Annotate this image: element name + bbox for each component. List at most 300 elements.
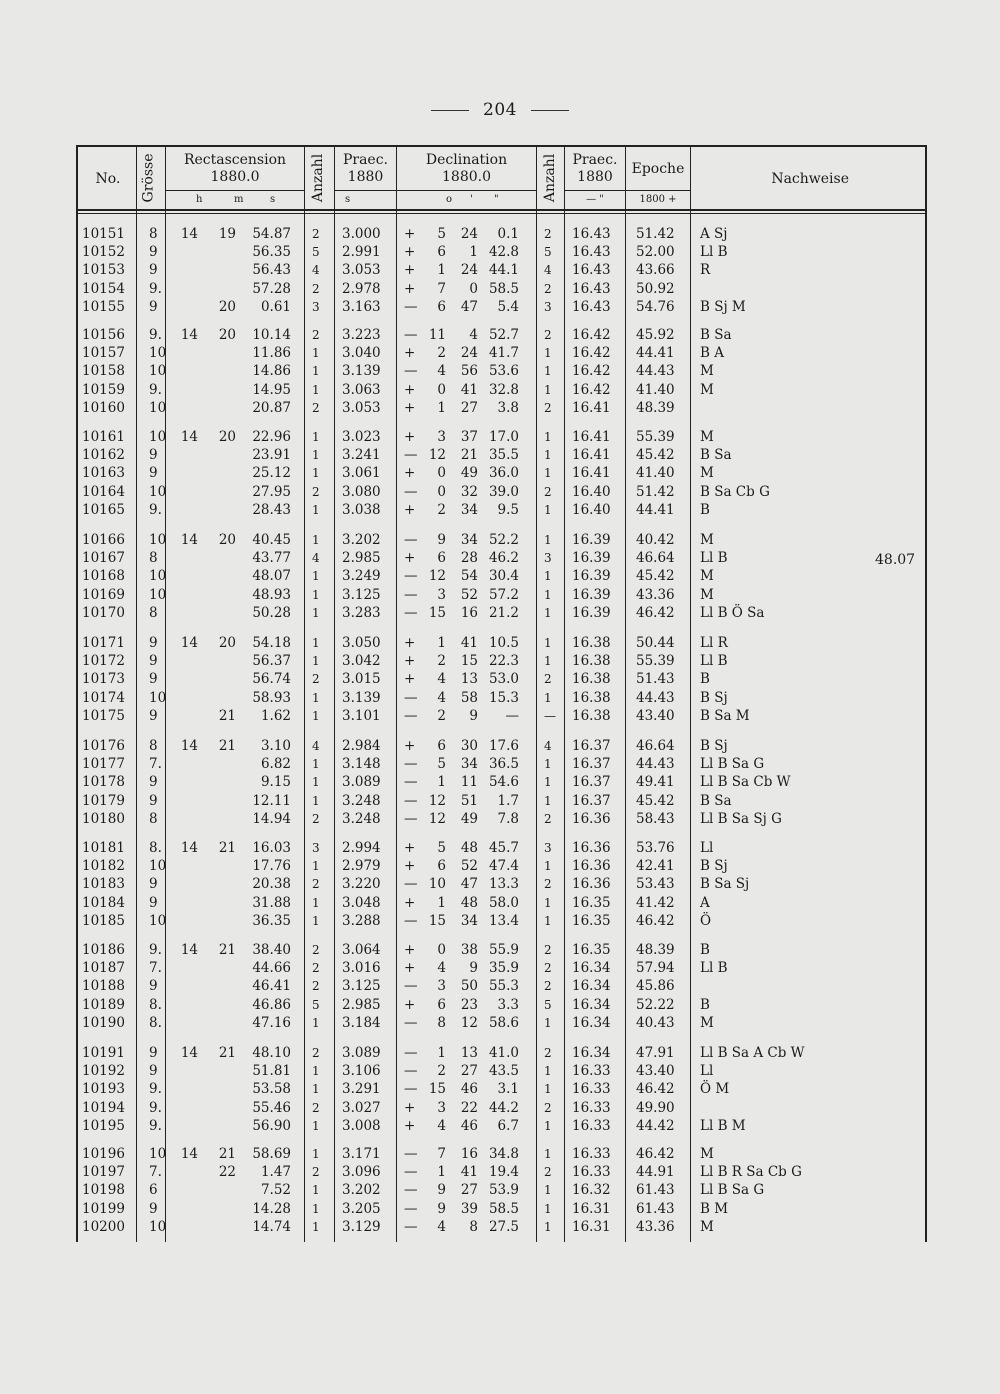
cell-epoch: 57.94: [636, 960, 675, 977]
cell-count-decl: 1: [544, 895, 552, 910]
cell-decl-minutes: 8: [469, 1218, 478, 1235]
cell-decl-degrees: 4: [437, 671, 446, 688]
cell-ra-seconds: 22.96: [252, 429, 291, 445]
cell-star-number: 10199: [82, 1200, 125, 1217]
cell-star-number: 10168: [82, 568, 125, 585]
cell-ra-minutes: 21: [218, 840, 236, 856]
cell-references: B Sa Cb G: [700, 483, 770, 500]
cell-count-decl: 4: [544, 739, 552, 753]
cell-magnitude: 8: [149, 810, 158, 827]
cell-count-ra: 1: [312, 346, 320, 361]
cell-precession-ra: 3.096: [342, 1164, 381, 1181]
cell-decl-degrees: 8: [437, 1014, 446, 1031]
cell-star-number: 10185: [82, 912, 125, 929]
cell-precession-ra: 3.023: [342, 429, 381, 445]
cell-decl-sign: —: [404, 689, 418, 706]
cell-precession-ra: 3.053: [342, 399, 381, 416]
cell-count-decl: 1: [544, 636, 552, 650]
cell-precession-decl: 16.43: [572, 226, 611, 242]
cell-epoch: 41.42: [636, 894, 675, 911]
cell-decl-degrees: 3: [437, 429, 446, 445]
cell-precession-decl: 16.43: [572, 262, 611, 279]
cell-references: Ll B M: [700, 1117, 746, 1134]
cell-ra-seconds: 14.74: [252, 1218, 291, 1235]
cell-ra-minutes: 20: [218, 635, 236, 651]
cell-star-number: 10180: [82, 810, 125, 827]
cell-ra-minutes: 20: [218, 532, 236, 548]
cell-magnitude: 8.: [149, 1014, 162, 1031]
cell-precession-ra: 3.184: [342, 1014, 381, 1031]
cell-decl-degrees: 2: [437, 345, 446, 362]
cell-decl-degrees: 1: [437, 635, 446, 651]
cell-decl-sign: —: [404, 756, 418, 773]
cell-precession-decl: 16.35: [572, 942, 611, 958]
cell-star-number: 10174: [82, 689, 125, 706]
cell-decl-minutes: 32: [460, 483, 478, 500]
cell-decl-seconds: 53.0: [488, 671, 519, 688]
cell-decl-seconds: 41.7: [488, 345, 519, 362]
cell-count-ra: 1: [312, 757, 320, 772]
cell-star-number: 10152: [82, 244, 125, 261]
cell-precession-decl: 16.42: [572, 327, 611, 343]
cell-decl-sign: —: [404, 586, 418, 603]
cell-precession-ra: 3.248: [342, 792, 381, 809]
cell-precession-decl: 16.39: [572, 604, 611, 621]
cell-epoch: 46.64: [636, 738, 675, 754]
cell-decl-sign: —: [404, 363, 418, 380]
cell-precession-ra: 3.038: [342, 501, 381, 518]
cell-decl-minutes: 30: [460, 738, 478, 754]
cell-decl-sign: —: [404, 1045, 418, 1061]
cell-count-ra: 1: [312, 793, 320, 808]
cell-star-number: 10193: [82, 1081, 125, 1098]
cell-decl-sign: +: [404, 226, 416, 242]
cell-decl-sign: —: [404, 978, 418, 995]
cell-references: M: [700, 1014, 714, 1031]
cell-decl-minutes: 46: [460, 1081, 478, 1098]
cell-references: Ö: [700, 912, 712, 929]
cell-epoch: 45.86: [636, 978, 675, 995]
cell-ra-seconds: 6.82: [260, 756, 291, 773]
cell-count-decl: 2: [544, 400, 552, 415]
cell-magnitude: 9: [149, 1063, 158, 1080]
cell-count-decl: 2: [544, 877, 552, 892]
cell-references: B Sa Sj: [700, 876, 750, 893]
page-number: 204: [0, 100, 1000, 120]
cell-star-number: 10178: [82, 774, 125, 791]
cell-magnitude: 9.: [149, 280, 162, 297]
cell-decl-seconds: 44.1: [488, 262, 519, 279]
header-ra-m: m: [234, 194, 244, 205]
cell-decl-minutes: 48: [460, 894, 478, 911]
cell-references: B: [700, 671, 710, 688]
cell-count-decl: 1: [544, 1201, 552, 1216]
cell-magnitude: 9: [149, 262, 158, 279]
cell-decl-seconds: 3.1: [497, 1081, 519, 1098]
cell-magnitude: 10: [149, 858, 167, 875]
cell-precession-decl: 16.40: [572, 501, 611, 518]
cell-precession-ra: 3.042: [342, 653, 381, 670]
cell-star-number: 10175: [82, 707, 125, 724]
cell-epoch: 53.76: [636, 840, 675, 856]
cell-precession-decl: 16.41: [572, 465, 611, 482]
cell-ra-seconds: 11.86: [252, 345, 291, 362]
cell-decl-sign: +: [404, 1099, 416, 1116]
header-ra-h: h: [196, 194, 203, 205]
cell-epoch: 46.42: [636, 1081, 675, 1098]
cell-ra-seconds: 46.41: [252, 978, 291, 995]
cell-ra-seconds: 28.43: [252, 501, 291, 518]
cell-magnitude: 9.: [149, 381, 162, 398]
cell-decl-minutes: 51: [460, 792, 478, 809]
cell-magnitude: 10: [149, 689, 167, 706]
cell-count-ra: 5: [312, 245, 320, 260]
cell-star-number: 10171: [82, 635, 125, 651]
cell-star-number: 10166: [82, 532, 125, 548]
cell-decl-seconds: 58.5: [488, 280, 519, 297]
cell-decl-sign: —: [404, 774, 418, 791]
cell-ra-hours: 14: [180, 327, 198, 343]
cell-magnitude: 9: [149, 447, 158, 464]
cell-star-number: 10170: [82, 604, 125, 621]
cell-decl-seconds: 47.4: [488, 858, 519, 875]
cell-star-number: 10192: [82, 1063, 125, 1080]
cell-count-ra: 1: [312, 448, 320, 463]
cell-decl-minutes: 37: [460, 429, 478, 445]
cell-references: B A: [700, 345, 724, 362]
cell-decl-sign: —: [404, 298, 418, 315]
cell-precession-decl: 16.38: [572, 689, 611, 706]
cell-decl-minutes: 47: [460, 876, 478, 893]
cell-epoch: 43.66: [636, 262, 675, 279]
cell-precession-ra: 3.249: [342, 568, 381, 585]
cell-count-decl: 1: [544, 654, 552, 669]
cell-precession-decl: 16.37: [572, 756, 611, 773]
cell-star-number: 10157: [82, 345, 125, 362]
cell-count-decl: 4: [544, 263, 552, 278]
cell-ra-minutes: 21: [218, 1146, 236, 1162]
cell-decl-sign: —: [404, 447, 418, 464]
cell-precession-ra: 3.288: [342, 912, 381, 929]
cell-magnitude: 8.: [149, 840, 162, 856]
cell-count-ra: 1: [312, 895, 320, 910]
cell-decl-minutes: 12: [460, 1014, 478, 1031]
cell-ra-seconds: 58.93: [252, 689, 291, 706]
cell-decl-seconds: 35.9: [488, 960, 519, 977]
header-anzahl-2: Anzahl: [542, 153, 559, 203]
cell-decl-sign: —: [404, 483, 418, 500]
cell-precession-decl: 16.34: [572, 996, 611, 1013]
cell-precession-ra: 3.248: [342, 810, 381, 827]
header-groesse: Grösse: [140, 153, 157, 203]
cell-decl-minutes: 54: [460, 568, 478, 585]
cell-references: B Sa: [700, 447, 732, 464]
cell-precession-ra: 3.148: [342, 756, 381, 773]
cell-references: Ll B: [700, 960, 728, 977]
cell-count-decl: 1: [544, 1183, 552, 1198]
cell-decl-sign: —: [404, 1218, 418, 1235]
cell-references: Ll B: [700, 550, 728, 567]
cell-ra-seconds: 10.14: [252, 327, 291, 343]
cell-decl-minutes: 22: [460, 1099, 478, 1116]
cell-count-ra: 4: [312, 263, 320, 278]
cell-epoch: 44.43: [636, 756, 675, 773]
cell-count-ra: 1: [312, 605, 320, 620]
cell-epoch: 47.91: [636, 1045, 675, 1061]
cell-count-decl: 1: [544, 1147, 552, 1161]
cell-precession-decl: 16.34: [572, 978, 611, 995]
cell-ra-seconds: 14.28: [252, 1200, 291, 1217]
cell-epoch: 40.42: [636, 532, 675, 548]
cell-star-number: 10181: [82, 840, 125, 856]
cell-precession-ra: 2.991: [342, 244, 381, 261]
cell-magnitude: 9: [149, 876, 158, 893]
cell-count-ra: 1: [312, 1082, 320, 1097]
cell-decl-seconds: 6.7: [497, 1117, 519, 1134]
cell-decl-minutes: 21: [460, 447, 478, 464]
cell-ra-minutes: 22: [218, 1164, 236, 1181]
header-praec-1-year: 1880: [347, 169, 384, 185]
cell-count-decl: 1: [544, 913, 552, 928]
cell-precession-ra: 3.223: [342, 327, 381, 343]
cell-count-decl: 1: [544, 859, 552, 874]
cell-decl-degrees: 15: [428, 912, 446, 929]
cell-epoch: 48.39: [636, 399, 675, 416]
cell-star-number: 10167: [82, 550, 125, 567]
cell-precession-ra: 3.050: [342, 635, 381, 651]
header-nachweise: Nachweise: [771, 171, 849, 187]
cell-precession-decl: 16.33: [572, 1063, 611, 1080]
cell-precession-decl: 16.43: [572, 244, 611, 261]
cell-decl-minutes: 13: [460, 1045, 478, 1061]
cell-ra-seconds: 36.35: [252, 912, 291, 929]
cell-precession-ra: 3.000: [342, 226, 381, 242]
cell-references: Ll B Ö Sa: [700, 604, 765, 621]
cell-decl-seconds: 13.4: [488, 912, 519, 929]
cell-precession-decl: 16.36: [572, 858, 611, 875]
cell-precession-ra: 3.080: [342, 483, 381, 500]
cell-magnitude: 10: [149, 399, 167, 416]
cell-decl-seconds: 7.8: [497, 810, 519, 827]
cell-ra-seconds: 14.94: [252, 810, 291, 827]
cell-star-number: 10164: [82, 483, 125, 500]
cell-decl-seconds: 54.6: [488, 774, 519, 791]
cell-count-ra: 1: [312, 1183, 320, 1198]
header-ra-s: s: [270, 194, 276, 205]
cell-decl-sign: —: [404, 1182, 418, 1199]
cell-ra-minutes: 21: [218, 707, 236, 724]
cell-magnitude: 10: [149, 345, 167, 362]
cell-count-ra: 1: [312, 913, 320, 928]
cell-count-ra: 1: [312, 569, 320, 584]
cell-decl-degrees: 2: [437, 501, 446, 518]
cell-star-number: 10186: [82, 942, 125, 958]
cell-epoch: 46.42: [636, 604, 675, 621]
cell-precession-ra: 2.994: [342, 840, 381, 856]
header-anzahl-1: Anzahl: [310, 153, 327, 203]
cell-decl-sign: +: [404, 399, 416, 416]
cell-precession-decl: 16.33: [572, 1117, 611, 1134]
cell-precession-ra: 3.202: [342, 532, 381, 548]
cell-count-decl: 2: [544, 943, 552, 957]
cell-epoch: 52.22: [636, 996, 675, 1013]
cell-precession-ra: 3.048: [342, 894, 381, 911]
cell-decl-seconds: 21.2: [488, 604, 519, 621]
cell-decl-degrees: 1: [437, 894, 446, 911]
cell-precession-decl: 16.31: [572, 1200, 611, 1217]
cell-count-ra: 1: [312, 1015, 320, 1030]
cell-ra-seconds: 56.35: [252, 244, 291, 261]
cell-references: Ll B Sa G: [700, 756, 765, 773]
cell-decl-seconds: 55.3: [488, 978, 519, 995]
cell-count-decl: 2: [544, 227, 552, 241]
cell-references: Ll: [700, 1063, 714, 1080]
cell-decl-degrees: 3: [437, 586, 446, 603]
cell-decl-seconds: 42.8: [488, 244, 519, 261]
cell-references: B: [700, 996, 710, 1013]
cell-precession-ra: 3.129: [342, 1218, 381, 1235]
cell-star-number: 10179: [82, 792, 125, 809]
cell-epoch: 51.42: [636, 483, 675, 500]
cell-ra-minutes: 20: [218, 429, 236, 445]
cell-decl-sign: —: [404, 1164, 418, 1181]
cell-count-ra: 2: [312, 1100, 320, 1115]
cell-count-decl: 3: [544, 551, 552, 566]
cell-epoch: 51.43: [636, 671, 675, 688]
cell-decl-degrees: 6: [437, 996, 446, 1013]
cell-precession-decl: 16.36: [572, 810, 611, 827]
cell-decl-minutes: 52: [460, 858, 478, 875]
header-praec-2-unit: — ": [586, 194, 604, 205]
cell-decl-sign: —: [404, 810, 418, 827]
cell-precession-decl: 16.32: [572, 1182, 611, 1199]
cell-decl-degrees: 0: [437, 942, 446, 958]
cell-precession-ra: 3.283: [342, 604, 381, 621]
cell-count-ra: 1: [312, 364, 320, 379]
cell-references: B: [700, 942, 710, 958]
cell-decl-seconds: 41.0: [488, 1045, 519, 1061]
cell-decl-degrees: 10: [428, 876, 446, 893]
cell-decl-seconds: 10.5: [488, 635, 519, 651]
cell-precession-ra: 3.008: [342, 1117, 381, 1134]
header-no: No.: [95, 171, 121, 187]
cell-precession-ra: 3.163: [342, 298, 381, 315]
cell-decl-minutes: 34: [460, 756, 478, 773]
cell-precession-ra: 3.040: [342, 345, 381, 362]
cell-ra-seconds: 20.38: [252, 876, 291, 893]
cell-epoch: 46.42: [636, 912, 675, 929]
header-ra-epoch: 1880.0: [210, 169, 260, 185]
header-praec-2-year: 1880: [577, 169, 613, 185]
cell-decl-seconds: 17.0: [488, 429, 519, 445]
cell-count-ra: 1: [312, 690, 320, 705]
cell-star-number: 10160: [82, 399, 125, 416]
cell-decl-degrees: 12: [428, 568, 446, 585]
cell-decl-sign: —: [404, 1063, 418, 1080]
cell-count-ra: 2: [312, 400, 320, 415]
header-declination: Declination: [425, 152, 508, 168]
cell-ra-seconds: 46.86: [252, 996, 291, 1013]
cell-ra-seconds: 25.12: [252, 465, 291, 482]
cell-count-decl: 1: [544, 587, 552, 602]
cell-ra-seconds: 23.91: [252, 447, 291, 464]
cell-decl-minutes: 34: [460, 501, 478, 518]
cell-count-ra: 4: [312, 551, 320, 566]
cell-references: B Sj: [700, 689, 728, 706]
cell-decl-seconds: 53.9: [488, 1182, 519, 1199]
cell-decl-sign: +: [404, 635, 416, 651]
cell-epoch: 44.43: [636, 689, 675, 706]
cell-epoch: 44.42: [636, 1117, 675, 1134]
cell-epoch: 44.43: [636, 363, 675, 380]
cell-magnitude: 10: [149, 429, 167, 445]
cell-decl-sign: +: [404, 550, 416, 567]
cell-decl-minutes: 27: [460, 1063, 478, 1080]
cell-decl-sign: —: [404, 604, 418, 621]
cell-epoch: 44.41: [636, 345, 675, 362]
cell-decl-seconds: 36.5: [488, 756, 519, 773]
cell-precession-decl: 16.37: [572, 774, 611, 791]
cell-magnitude: 9: [149, 1200, 158, 1217]
cell-ra-minutes: 20: [218, 298, 236, 315]
cell-decl-sign: +: [404, 653, 416, 670]
cell-decl-minutes: 24: [460, 226, 478, 242]
cell-references: M: [700, 465, 714, 482]
cell-ra-seconds: 31.88: [252, 894, 291, 911]
cell-epoch: 55.39: [636, 429, 675, 445]
cell-ra-seconds: 56.37: [252, 653, 291, 670]
cell-count-decl: 1: [544, 448, 552, 463]
cell-precession-ra: 2.984: [342, 738, 381, 754]
cell-decl-degrees: 5: [437, 756, 446, 773]
cell-star-number: 10176: [82, 738, 125, 754]
cell-magnitude: 8: [149, 226, 158, 242]
cell-epoch: 50.44: [636, 635, 675, 651]
cell-count-decl: 1: [544, 1082, 552, 1097]
cell-count-ra: 1: [312, 466, 320, 481]
cell-count-ra: 1: [312, 636, 320, 650]
cell-count-ra: 1: [312, 1118, 320, 1133]
cell-count-decl: 1: [544, 690, 552, 705]
cell-ra-seconds: 53.58: [252, 1081, 291, 1098]
cell-decl-seconds: 22.3: [488, 653, 519, 670]
cell-magnitude: 10: [149, 532, 167, 548]
cell-decl-degrees: 9: [437, 532, 446, 548]
cell-decl-minutes: 23: [460, 996, 478, 1013]
cell-epoch: 61.43: [636, 1200, 675, 1217]
cell-epoch: 50.92: [636, 280, 675, 297]
cell-precession-decl: 16.41: [572, 399, 611, 416]
cell-precession-decl: 16.39: [572, 550, 611, 567]
cell-precession-ra: 3.139: [342, 363, 381, 380]
cell-precession-decl: 16.42: [572, 381, 611, 398]
cell-magnitude: 9.: [149, 1117, 162, 1134]
cell-decl-minutes: 47: [460, 298, 478, 315]
cell-magnitude: 8.: [149, 996, 162, 1013]
cell-epoch: 43.36: [636, 1218, 675, 1235]
cell-star-number: 10169: [82, 586, 125, 603]
cell-count-decl: 1: [544, 1118, 552, 1133]
cell-decl-minutes: 4: [469, 327, 478, 343]
cell-ra-seconds: 40.45: [252, 532, 291, 548]
cell-decl-degrees: 0: [437, 381, 446, 398]
cell-references: M: [700, 1218, 714, 1235]
cell-decl-seconds: 58.6: [488, 1014, 519, 1031]
cell-ra-seconds: 14.95: [252, 381, 291, 398]
cell-decl-minutes: 41: [460, 635, 478, 651]
cell-decl-degrees: 6: [437, 298, 446, 315]
cell-ra-hours: 14: [180, 532, 198, 548]
